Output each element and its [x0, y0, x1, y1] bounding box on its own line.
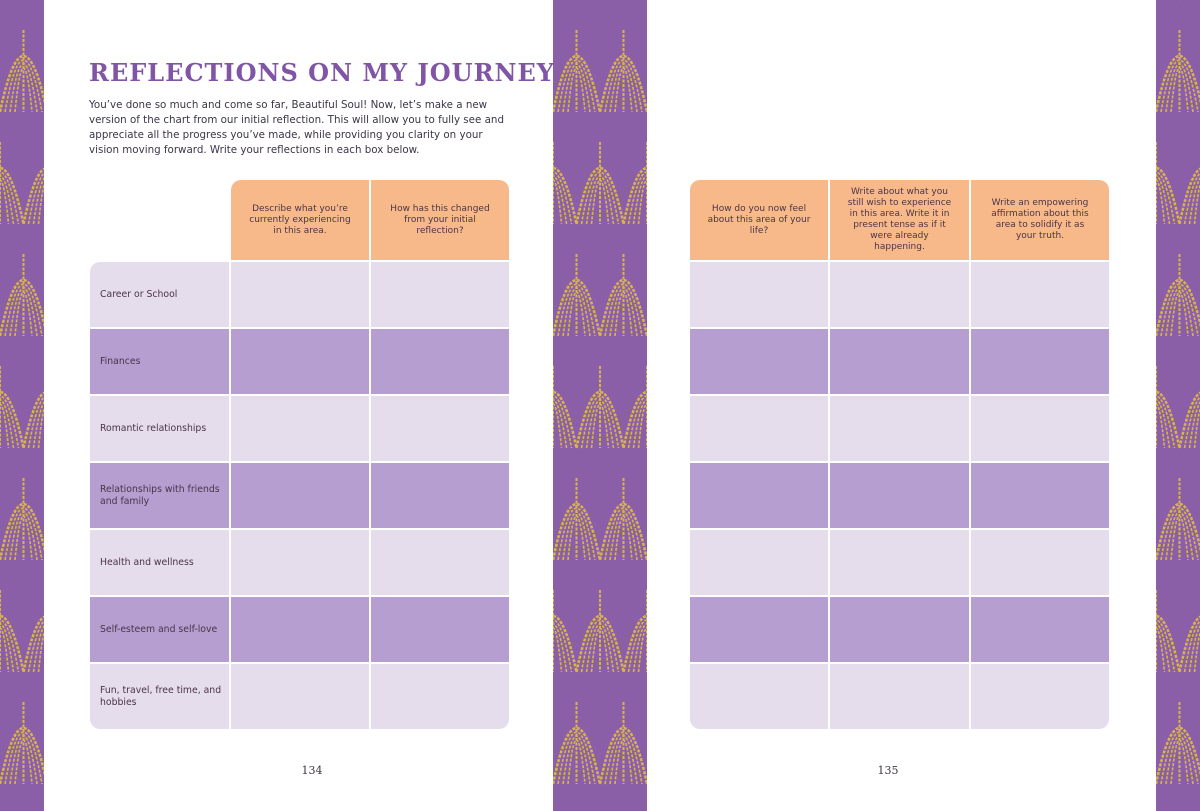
write-box[interactable] [971, 530, 1109, 595]
write-box[interactable] [690, 597, 828, 662]
write-box[interactable] [690, 396, 828, 461]
row-label-finances: Finances [90, 329, 229, 394]
page-title: REFLECTIONS ON MY JOURNEY [89, 58, 555, 87]
write-box[interactable] [830, 463, 969, 528]
write-box[interactable] [371, 664, 509, 729]
write-box[interactable] [371, 597, 509, 662]
write-box[interactable] [971, 262, 1109, 327]
write-box[interactable] [971, 396, 1109, 461]
right-page [647, 0, 1156, 811]
write-box[interactable] [830, 262, 969, 327]
write-box[interactable] [231, 664, 369, 729]
write-box[interactable] [371, 396, 509, 461]
write-box[interactable] [371, 463, 509, 528]
write-box[interactable] [830, 597, 969, 662]
row-label-friends-family: Relationships with friends and family [90, 463, 229, 528]
column-header-feel: How do you now feel about this area of your life? [690, 180, 828, 260]
art-deco-pattern [1156, 0, 1200, 811]
column-header-affirmation: Write an empowering affirmation about this area to solidify it as your truth. [971, 180, 1109, 260]
write-box[interactable] [231, 396, 369, 461]
write-box[interactable] [690, 329, 828, 394]
write-box[interactable] [371, 329, 509, 394]
write-box[interactable] [830, 329, 969, 394]
write-box[interactable] [231, 463, 369, 528]
write-box[interactable] [231, 597, 369, 662]
write-box[interactable] [971, 664, 1109, 729]
write-box[interactable] [830, 664, 969, 729]
art-deco-pattern [0, 0, 44, 811]
row-label-health: Health and wellness [90, 530, 229, 595]
write-box[interactable] [830, 396, 969, 461]
reflection-chart-left [90, 180, 509, 731]
art-deco-pattern [553, 0, 647, 811]
page-number: 135 [877, 764, 899, 777]
write-box[interactable] [971, 597, 1109, 662]
row-label-self-esteem: Self-esteem and self-love [90, 597, 229, 662]
row-label-romantic: Romantic relationships [90, 396, 229, 461]
write-box[interactable] [231, 329, 369, 394]
write-box[interactable] [971, 329, 1109, 394]
row-label-career: Career or School [90, 262, 229, 327]
write-box[interactable] [971, 463, 1109, 528]
write-box[interactable] [690, 262, 828, 327]
write-box[interactable] [690, 463, 828, 528]
write-box[interactable] [231, 262, 369, 327]
column-header-wish: Write about what you still wish to experience in this area. Write it in present tense as if it were already happening. [830, 180, 969, 260]
column-header-changed: How has this changed from your initial reflection? [371, 180, 509, 260]
write-box[interactable] [371, 530, 509, 595]
write-box[interactable] [690, 664, 828, 729]
left-page [44, 0, 553, 811]
write-box[interactable] [690, 530, 828, 595]
column-header-current: Describe what you’re currently experiencing in this area. [231, 180, 369, 260]
reflection-chart-right [690, 180, 1109, 731]
write-box[interactable] [231, 530, 369, 595]
write-box[interactable] [371, 262, 509, 327]
page-number: 134 [301, 764, 323, 777]
decorative-border-spine [553, 0, 647, 811]
decorative-border-left [0, 0, 44, 811]
intro-paragraph: You’ve done so much and come so far, Beautiful Soul! Now, let’s make a new version of the chart from our initial reflection. This will allow you to fully see and appreciate all the progress you’ve made, while providing you clarity on your vision moving forward. Write your reflections in each box below. [89, 99, 504, 156]
write-box[interactable] [830, 530, 969, 595]
row-label-fun-hobbies: Fun, travel, free time, and hobbies [90, 664, 229, 729]
decorative-border-right [1156, 0, 1200, 811]
